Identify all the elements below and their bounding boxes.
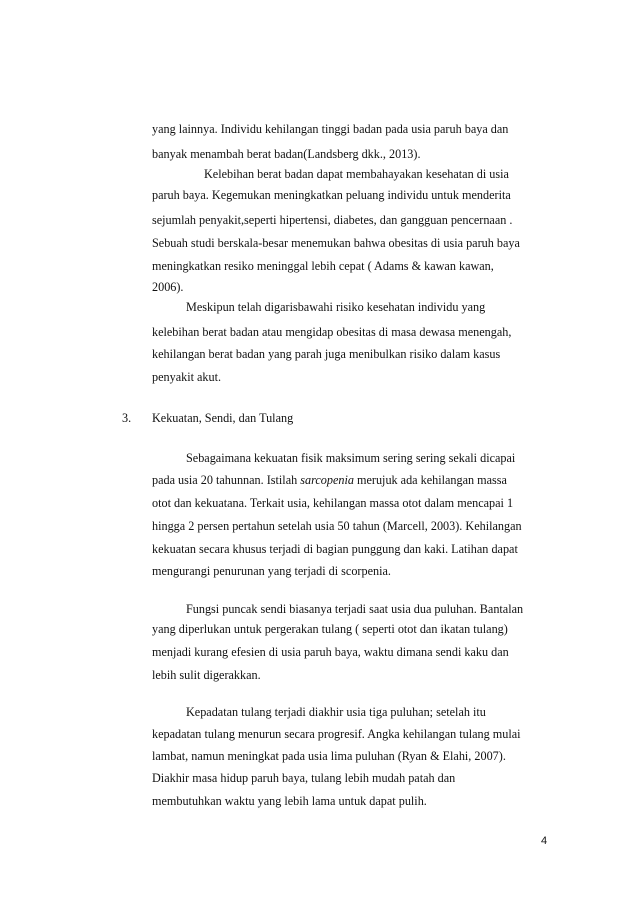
para-a-line-6: mengurangi penurunan yang terjadi di scorpenia. <box>152 564 391 578</box>
body-line-8: 2006). <box>152 280 184 294</box>
body-line-11: kehilangan berat badan yang parah juga menibulkan risiko dalam kasus <box>152 347 501 361</box>
section-heading: Kekuatan, Sendi, dan Tulang <box>152 411 294 425</box>
para-b-line-1: Fungsi puncak sendi biasanya terjadi saat usia dua puluhan. Bantalan <box>186 602 524 616</box>
para-a-line-2-post: merujuk ada kehilangan massa <box>353 473 507 487</box>
body-line-7: meningkatkan resiko meninggal lebih cepat ( Adams & kawan kawan, <box>152 259 494 273</box>
body-line-9: Meskipun telah digarisbawahi risiko kesehatan individu yang <box>186 300 486 314</box>
body-line-6: Sebuah studi berskala-besar menemukan bahwa obesitas di usia paruh baya <box>152 236 520 250</box>
sarcopenia-term: sarcopenia <box>300 473 354 487</box>
para-b-line-4: lebih sulit digerakkan. <box>152 668 261 682</box>
body-line-12: penyakit akut. <box>152 370 222 384</box>
para-a-line-2-pre: pada usia 20 tahunnan. Istilah <box>152 473 301 487</box>
para-a-line-3: otot dan kekuatana. Terkait usia, kehilangan massa otot dalam mencapai 1 <box>152 496 514 510</box>
para-c-line-2: kepadatan tulang menurun secara progresif. Angka kehilangan tulang mulai <box>152 727 521 741</box>
body-line-10: kelebihan berat badan atau mengidap obesitas di masa dewasa menengah, <box>152 325 512 339</box>
body-line-4: paruh baya. Kegemukan meningkatkan peluang individu untuk menderita <box>152 188 511 202</box>
body-line-2: banyak menambah berat badan(Landsberg dkk., 2013). <box>152 147 421 161</box>
para-a-line-5: kekuatan secara khusus terjadi di bagian punggung dan kaki. Latihan dapat <box>152 542 518 556</box>
para-a-line-4: hingga 2 persen pertahun setelah usia 50 tahun (Marcell, 2003). Kehilangan <box>152 519 522 533</box>
para-c-line-4: Diakhir masa hidup paruh baya, tulang lebih mudah patah dan <box>152 771 456 785</box>
para-a-line-2 <box>152 474 507 486</box>
para-c-line-3: lambat, namun meningkat pada usia lima puluhan (Ryan & Elahi, 2007). <box>152 749 506 763</box>
body-line-1: yang lainnya. Individu kehilangan tinggi badan pada usia paruh baya dan <box>152 122 509 136</box>
body-line-5: sejumlah penyakit,seperti hipertensi, diabetes, dan gangguan pencernaan . <box>152 213 513 227</box>
para-b-line-3: menjadi kurang efesien di usia paruh baya, waktu dimana sendi kaku dan <box>152 645 509 659</box>
para-a-line-1: Sebagaimana kekuatan fisik maksimum sering sering sekali dicapai <box>186 451 516 465</box>
body-line-3: Kelebihan berat badan dapat membahayakan kesehatan di usia <box>204 167 509 181</box>
para-c-line-5: membutuhkan waktu yang lebih lama untuk dapat pulih. <box>152 794 427 808</box>
para-b-line-2: yang diperlukan untuk pergerakan tulang ( seperti otot dan ikatan tulang) <box>152 622 508 636</box>
section-number: 3. <box>122 411 132 425</box>
page-number: 4 <box>541 835 548 847</box>
para-c-line-1: Kepadatan tulang terjadi diakhir usia tiga puluhan; setelah itu <box>186 705 486 719</box>
